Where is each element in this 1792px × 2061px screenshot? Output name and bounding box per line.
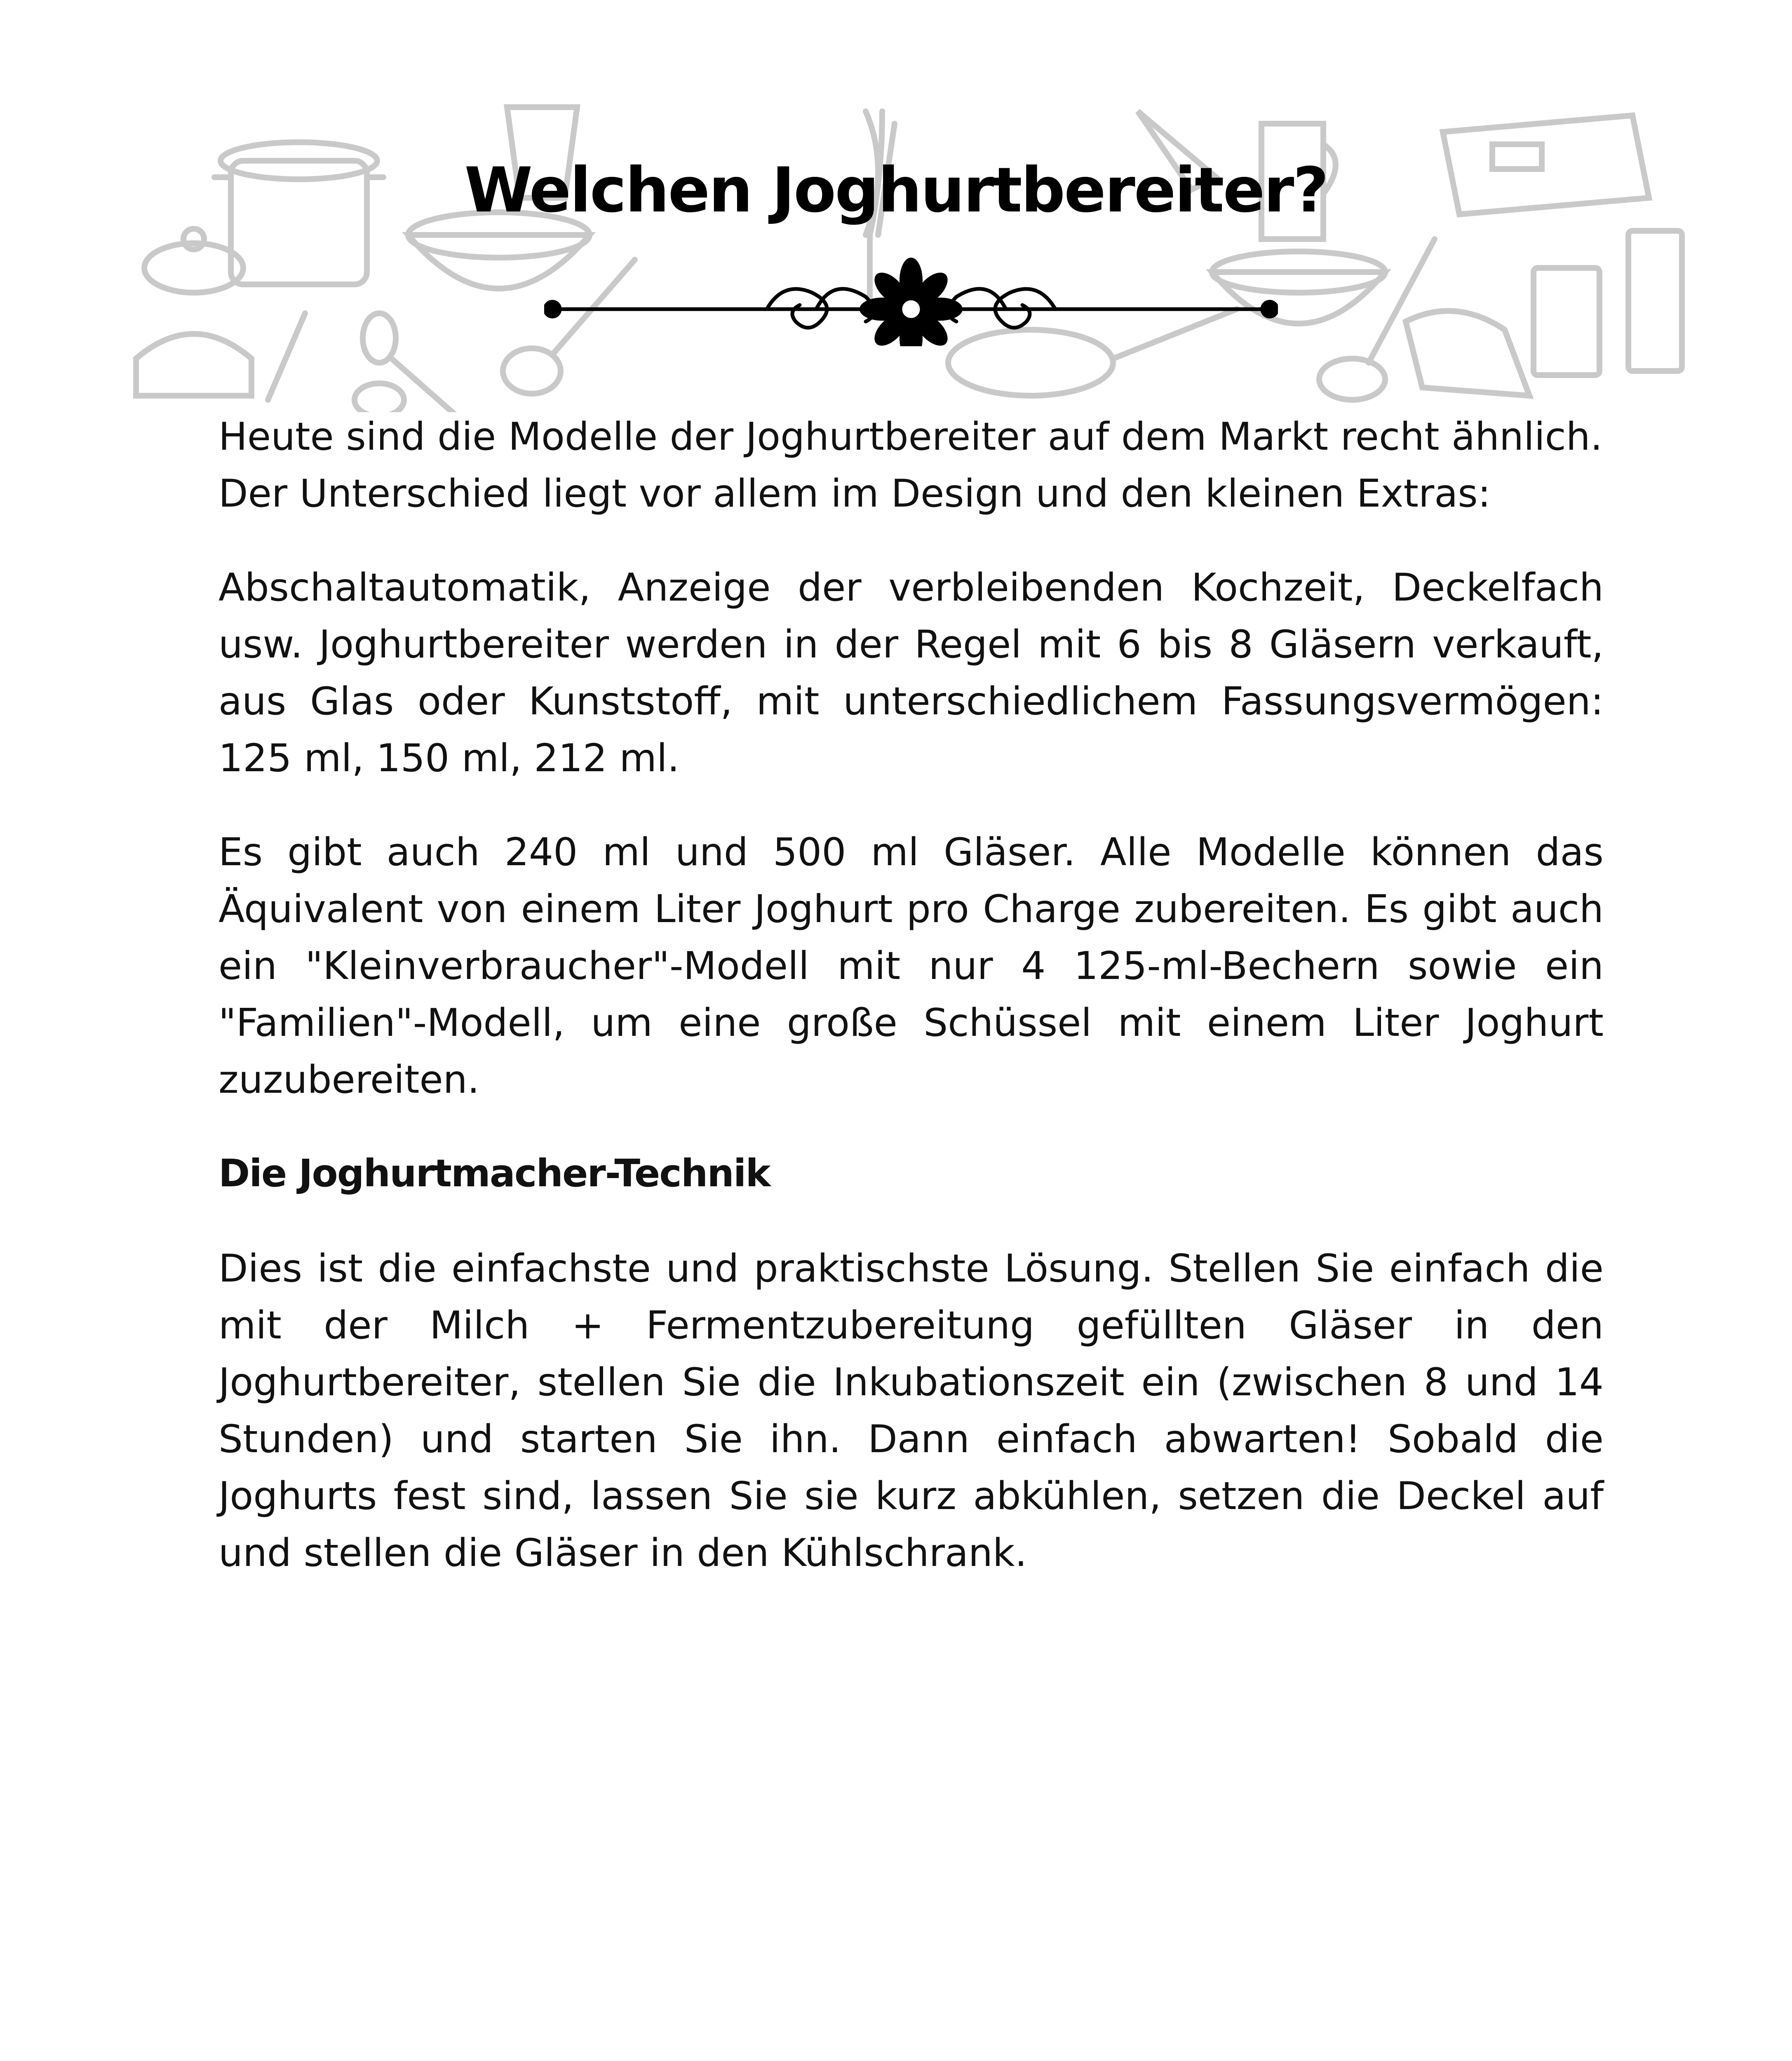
technique-paragraph: Dies ist die einfachste und praktischste Lösung. Stellen Sie einfach die mit der Milch + Fermentzubereitung gefüllten Gläser in den Joghurtbereiter, stellen Sie die Inkubationszeit ein (zwischen 8 und 14 Stunden) und starten Sie ihn. Dann einfach abwarten! Sobald die Joghurts fest sind, lassen Sie sie kurz abkühlen, setzen die Deckel auf und stellen die Gläser in den Kühlschrank. bbox=[218, 1246, 1604, 1575]
paper-roll-icon bbox=[1406, 311, 1529, 396]
lidded-pot-icon bbox=[136, 229, 251, 396]
features-paragraph: Abschaltautomatik, Anzeige der verbleibenden Kochzeit, Deckelfach usw. Joghurtbereiter werden in der Regel mit 6 bis 8 Gläsern verkauft, aus Glas oder Kunststoff, mit unterschiedlichem Fassungsvermögen: 125 ml, 150 ml, 212 ml. bbox=[218, 565, 1604, 780]
flower-divider-icon bbox=[544, 256, 1278, 346]
page-title: Welchen Joghurtbereiter? bbox=[464, 155, 1328, 226]
spoon-icon bbox=[363, 313, 462, 412]
section-heading: Die Joghurtmacher-Technik bbox=[218, 1151, 770, 1195]
scale-icon bbox=[1534, 231, 1682, 375]
intro-paragraph: Heute sind die Modelle der Joghurtbereiter auf dem Markt recht ähnlich. Der Unterschied liegt vor allem im Design und den kleinen Extras: bbox=[218, 414, 1603, 516]
sizes-paragraph: Es gibt auch 240 ml und 500 ml Gläser. Alle Modelle können das Äquivalent von einem Liter Joghurt pro Charge zubereiten. Es gibt auch ein "Kleinverbraucher"-Modell mit nur 4 125-ml-Bechern sowie ein "Familien"-Modell, um eine große Schüssel mit einem Liter Joghurt zuzubereiten. bbox=[218, 830, 1604, 1102]
article-body bbox=[218, 408, 1604, 1618]
top-kitchen-sketch-band bbox=[0, 74, 1792, 412]
